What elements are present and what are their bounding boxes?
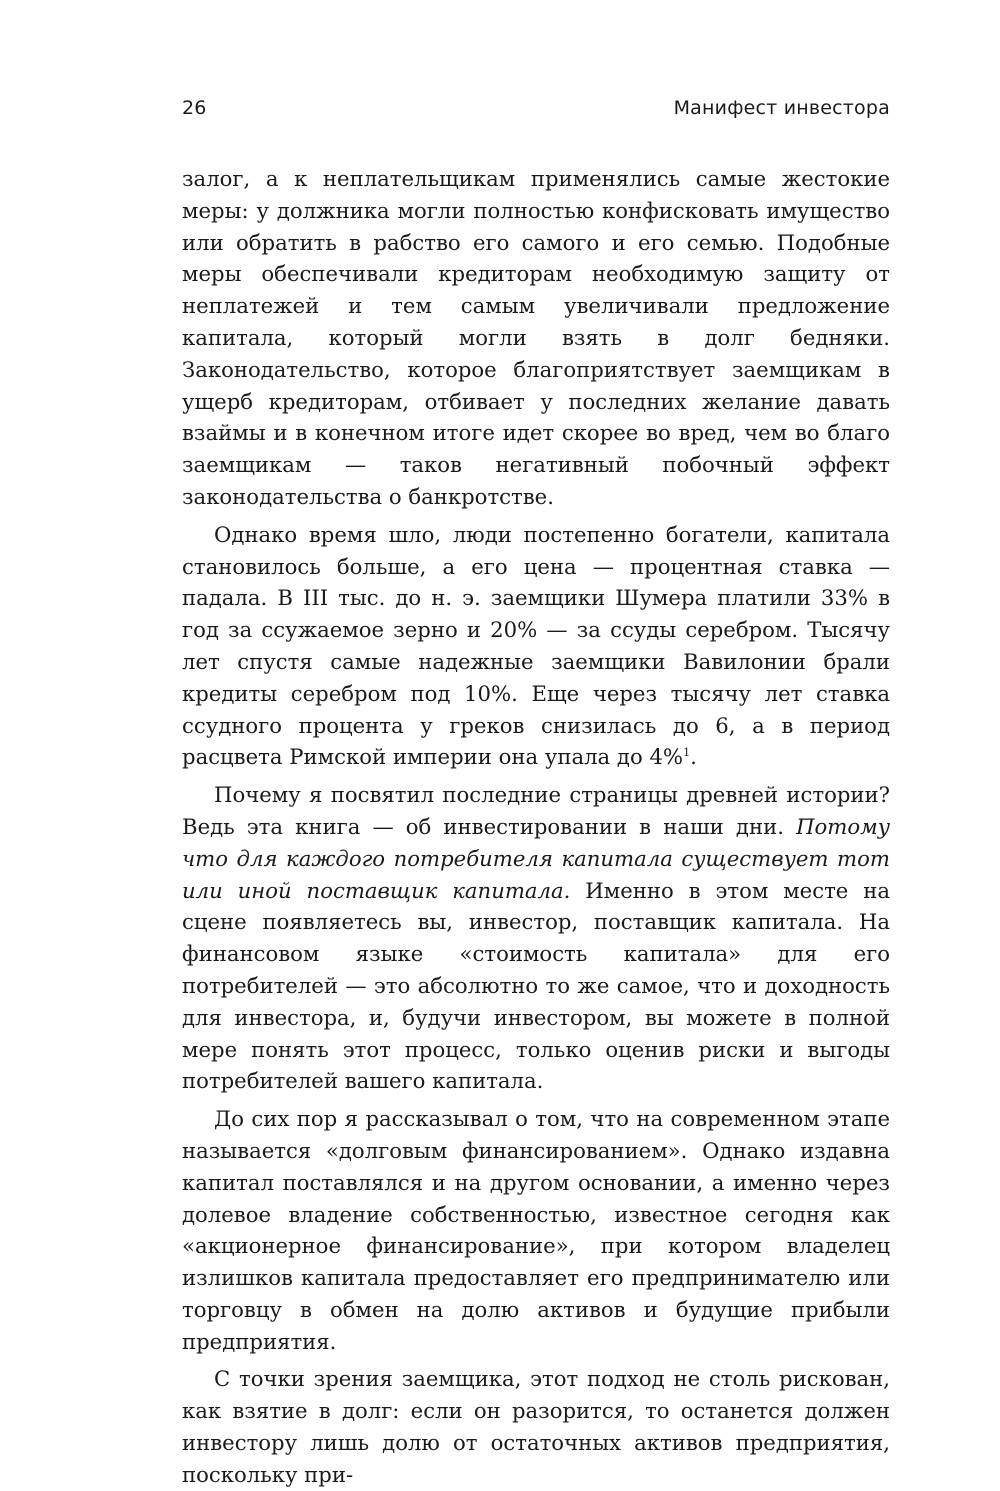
paragraph-1-text: залог, а к неплательщикам применялись самые жестокие меры: у должника могли полностью конфисковать имущество или обратить в рабство его самого и его семью. Подобные меры обеспечивали кредиторам необходимую защиту от неплатежей и тем самым увеличивали предложение капитала, который могли взять в долг бедняки. Законодательство, которое благоприятствует заемщикам в ущерб кредиторам, отбивает у последних желание давать взаймы и в конечном итоге идет скорее во вред, чем во благо заемщикам — таков негативный побочный эффект законодательства о банкротстве. <box>182 166 890 509</box>
paragraph-2: Однако время шло, люди постепенно богатели, капитала становилось больше, а его цена — процентная ставка — падала. В III тыс. до н. э. заемщики Шумера платили 33% в год за ссужаемое зерно и 20% — за ссуды серебром. Тысячу лет спустя самые надежные заемщики Вавилонии брали кредиты серебром под 10%. Еще через тысячу лет ставка ссудного процента у греков снизилась до 6, а в период расцвета Римской империи она упала до 4%$^1$. <box>182 521 890 770</box>
paragraph-5-text: С точки зрения заемщика, этот подход не столь рискован, как взятие в долг: если он разорится, то останется должен инвестору лишь долю от остаточных активов предприятия, поскольку при- <box>182 1366 890 1487</box>
paragraph-4-text: До сих пор я рассказывал о том, что на современном этапе называется «долговым финансированием». Однако издавна капитал поставлялся и на другом основании, а именно через долевое владение собственностью, известное сегодня как «акционерное финансирование», при котором владелец излишков капитала предоставляет его предпринимателю или торговцу в обмен на долю активов и будущие прибыли предприятия. <box>182 1106 890 1354</box>
paragraph-5 <box>182 1363 890 1490</box>
paragraph-3-text-after: Именно в этом месте на сцене появляетесь вы, инвестор, поставщик капитала. На финансовом языке «стоимость капитала» для его потребителей — это абсолютно то же самое, что и доходность для инвестора, и, будучи инвестором, вы можете в полной мере понять этот процесс, только оценив риски и выгоды потребителей вашего капитала. <box>182 877 890 1094</box>
paragraph-4 <box>182 1103 890 1357</box>
paragraph-2-text: Однако время шло, люди постепенно богатели, капитала становилось больше, а его цена — процентная ставка — падала. В III тыс. до н. э. заемщики Шумера платили 33% в год за ссужаемое зерно и 20% — за ссуды серебром. Тысячу лет спустя самые надежные заемщики Вавилонии брали кредиты серебром под 10%. Еще через тысячу лет ставка ссудного процента у греков снизилась до 6, а в период расцвета Римской империи она упала до 4% <box>182 521 890 770</box>
paragraph-1 <box>182 163 890 513</box>
paragraph-3-italic-text: Потому что для каждого потребителя капитала существует тот или иной поставщик капитала. <box>182 813 890 903</box>
paragraph-3 <box>182 779 890 1097</box>
book-title: Манифест инвестора <box>673 97 890 119</box>
running-head <box>182 97 890 127</box>
footnote-marker: 1 <box>683 746 691 760</box>
paragraph-3-text-before: Почему я посвятил последние страницы древней истории? Ведь эта книга — об инвестировании в наши дни. <box>182 782 890 839</box>
body-text <box>182 163 890 1491</box>
page-number: 26 <box>182 97 207 119</box>
